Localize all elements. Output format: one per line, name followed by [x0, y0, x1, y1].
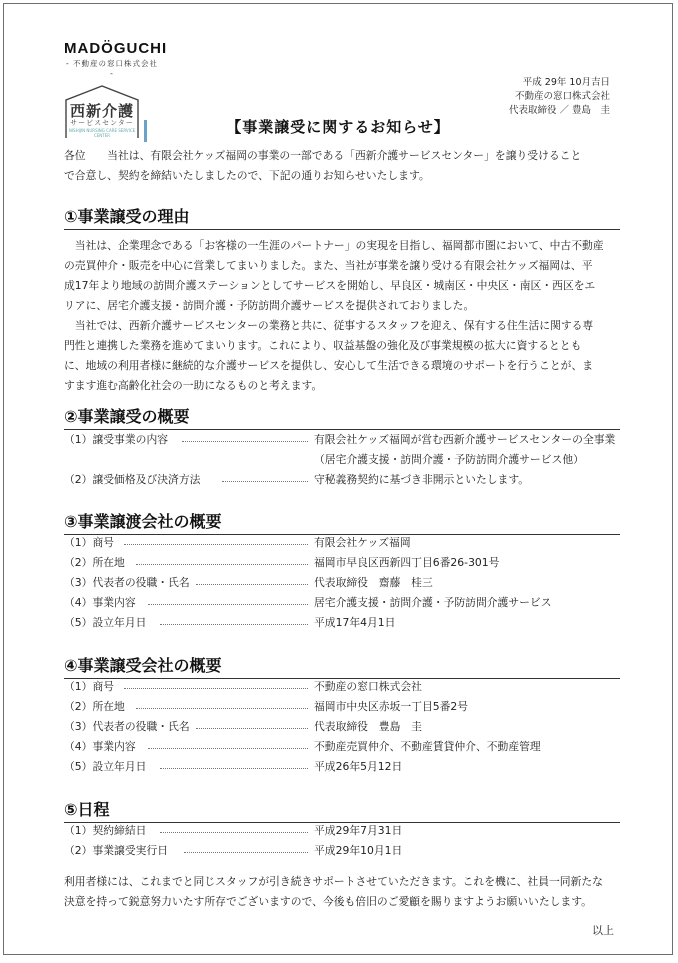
- leader-dots: [160, 624, 308, 625]
- row-label: （1）譲受事業の内容: [64, 433, 169, 446]
- row-value: 不動産売買仲介、不動産賃貸仲介、不動産管理: [314, 740, 541, 753]
- leader-dots: [196, 584, 308, 585]
- body-line: 利用者様には、これまでと同じスタッフが引き続きサポートさせていただきます。これを機に、社員一同新たな: [64, 875, 603, 888]
- intro-line: 各位 当社は、有限会社ケッズ福岡の事業の一部である「西新介護サービスセンター」を譲り受けること: [64, 149, 582, 162]
- row-value: 平成26年5月12日: [314, 760, 403, 773]
- info-row: [64, 717, 620, 737]
- info-row: [64, 593, 620, 613]
- leader-dots: [182, 441, 308, 442]
- leader-dots: [136, 708, 308, 709]
- row-value: 平成29年10月1日: [314, 844, 403, 857]
- leader-dots: [148, 748, 308, 749]
- madoguchi-logo: [64, 40, 168, 78]
- row-value: （居宅介護支援・訪問介護・予防訪問介護サービス他）: [314, 453, 584, 466]
- row-label: （4）事業内容: [64, 596, 136, 609]
- row-label: （1）商号: [64, 536, 115, 549]
- logo-subtitle: - 不動産の窓口株式会社 -: [65, 59, 159, 78]
- row-label: （2）所在地: [64, 700, 125, 713]
- leader-dots: [222, 481, 308, 482]
- heading-text: ③事業譲渡会社の概要: [64, 512, 222, 531]
- issuer-company: 不動産の窓口株式会社: [514, 91, 610, 102]
- info-row: [64, 573, 620, 593]
- info-row: [64, 757, 620, 777]
- issuer-representative: 代表取締役 ／ 豊島 圭: [508, 105, 610, 116]
- leader-dots: [184, 852, 308, 853]
- row-value: 福岡市早良区西新四丁目6番26-301号: [314, 556, 500, 569]
- notice-page: [3, 3, 673, 955]
- info-row: [64, 737, 620, 757]
- info-row: [64, 553, 620, 573]
- info-row: [64, 533, 620, 553]
- row-label: （5）設立年月日: [64, 760, 147, 773]
- body-line: 門性と連携した業務を進めてまいります。これにより、収益基盤の強化及び事業規模の拡大に資するととも: [64, 339, 582, 352]
- section-heading-schedule: [64, 797, 620, 823]
- row-label: （3）代表者の役職・氏名: [64, 576, 190, 589]
- info-row: [64, 470, 620, 490]
- row-value: 平成29年7月31日: [314, 824, 403, 837]
- issuer-block: [509, 76, 610, 118]
- leader-dots: [148, 604, 308, 605]
- body-line: 成17年より地域の訪問介護ステーションとしてサービスを開始し、早良区・城南区・中央区・南区・西区をエ: [64, 279, 596, 292]
- facility-english: NISHIJIN NURSING CARE SERVICE CENTER: [68, 128, 136, 138]
- row-label: （1）商号: [64, 680, 115, 693]
- row-value: 不動産の窓口株式会社: [314, 680, 422, 693]
- leader-dots: [124, 688, 308, 689]
- row-label: （2）所在地: [64, 556, 125, 569]
- row-label: （1）契約締結日: [64, 824, 147, 837]
- body-line: リアに、居宅介護支援・訪問介護・予防訪問介護サービスを提供されておりました。: [64, 299, 475, 312]
- heading-text: ⑤日程: [64, 800, 110, 819]
- leader-dots: [136, 564, 308, 565]
- info-row: [64, 430, 620, 450]
- row-value: 代表取締役 豊島 圭: [314, 720, 422, 733]
- leader-dots: [196, 728, 308, 729]
- info-row: [64, 697, 620, 717]
- row-value: 福岡市中央区赤坂一丁目5番2号: [314, 700, 469, 713]
- closing-mark: 以上: [592, 924, 614, 937]
- heading-text: ④事業譲受会社の概要: [64, 656, 222, 675]
- row-label: （2）事業譲受実行日: [64, 844, 169, 857]
- facility-name: 西新介護: [69, 102, 134, 120]
- intro-paragraph: [64, 146, 620, 186]
- info-row: [64, 450, 620, 470]
- issue-date: 平成 29年 10月吉日: [522, 77, 610, 88]
- intro-line: で合意し、契約を締結いたしましたので、下記の通りお知らせいたします。: [64, 169, 430, 182]
- section-heading-reason: [64, 204, 620, 230]
- logo-wordmark: MADÖGUCHI: [64, 40, 168, 57]
- body-line: 当社は、企業理念である「お客様の一生涯のパートナー」の実現を目指し、福岡都市圏において、中古不動産: [64, 239, 604, 252]
- row-label: （4）事業内容: [64, 740, 136, 753]
- leader-dots: [124, 544, 308, 545]
- section-heading-overview: [64, 404, 620, 430]
- body-line: すます進む高齢化社会の一助になるものと考えます。: [64, 379, 323, 392]
- info-row: [64, 613, 620, 633]
- info-row: [64, 841, 620, 861]
- row-label: （5）設立年月日: [64, 616, 147, 629]
- heading-rule: [64, 229, 620, 230]
- section-heading-transferee: [64, 653, 620, 679]
- row-value: 平成17年4月1日: [314, 616, 396, 629]
- row-value: 有限会社ケッズ福岡が営む西新介護サービスセンターの全事業: [314, 433, 616, 446]
- row-value: 代表取締役 齋藤 桂三: [314, 576, 433, 589]
- body-line: 当社では、西新介護サービスセンターの業務と共に、従事するスタッフを迎え、保有する住生活に関する専: [64, 319, 594, 332]
- document-title: 【事業譲受に関するお知らせ】: [226, 118, 450, 136]
- body-line: の売買仲介・販売を中心に営業してまいりました。また、当社が事業を譲り受ける有限会社ケッズ福岡は、平: [64, 259, 593, 272]
- section-heading-transferor: [64, 509, 620, 535]
- info-row: [64, 821, 620, 841]
- row-value: 守秘義務契約に基づき非開示といたします。: [314, 473, 530, 486]
- leader-dots: [160, 832, 308, 833]
- reason-paragraph: [64, 236, 620, 396]
- leader-dots: [160, 768, 308, 769]
- row-value: 有限会社ケッズ福岡: [314, 536, 411, 549]
- info-row: [64, 677, 620, 697]
- row-label: （3）代表者の役職・氏名: [64, 720, 190, 733]
- row-label: （2）譲受価格及び決済方法: [64, 473, 201, 486]
- outro-paragraph: [64, 872, 620, 912]
- row-value: 居宅介護支援・訪問介護・予防訪問介護サービス: [314, 596, 552, 609]
- heading-text: ①事業譲受の理由: [64, 207, 190, 226]
- facility-subname: サービスセンター: [70, 119, 134, 127]
- body-line: に、地域の利用者様に継続的な介護サービスを提供し、安心して生活できる環境のサポートを行うことが、ま: [64, 359, 594, 372]
- heading-text: ②事業譲受の概要: [64, 407, 190, 426]
- body-line: 決意を持って鋭意努力いたす所存でございますので、今後も倍旧のご愛顧を賜りますようお願いいたします。: [64, 895, 592, 908]
